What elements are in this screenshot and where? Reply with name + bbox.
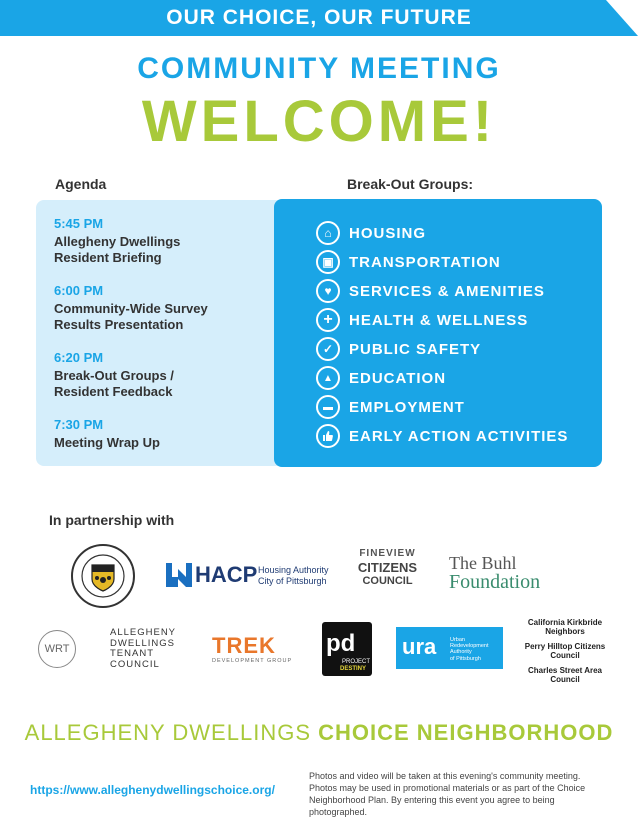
- wrt-logo: [38, 630, 76, 668]
- agenda-desc: Community-Wide Survey: [54, 301, 208, 316]
- ura-text: [450, 637, 489, 662]
- group-label: HOUSING: [349, 224, 427, 242]
- breakout-group-employment: [316, 395, 465, 419]
- group-label: EDUCATION: [349, 369, 447, 387]
- ura-line1: Urban: [450, 637, 465, 643]
- breakout-heading: Break-Out Groups:: [347, 176, 474, 192]
- agenda-desc: Results Presentation: [54, 317, 184, 332]
- adtc-logo: [110, 628, 190, 673]
- hands-heart-icon: ♥: [316, 279, 340, 303]
- neighbor-line: Neighbors: [545, 627, 585, 636]
- agenda-desc: Resident Briefing: [54, 250, 162, 265]
- neighbor-line: California Kirkbride: [527, 618, 603, 627]
- breakout-group-housing: [316, 221, 426, 245]
- breakout-group-safety: [316, 337, 481, 361]
- adtc-line2: DWELLINGS: [110, 637, 175, 649]
- hacp-line2: City of Pittsburgh: [258, 576, 327, 586]
- thumbs-up-icon: [316, 424, 340, 448]
- wrt-mark: WRT: [44, 643, 70, 655]
- neighbor-group: [515, 642, 615, 660]
- agenda-panel: [36, 200, 296, 466]
- partners-heading: In partnership with: [49, 512, 175, 528]
- fineview-line1: FINEVIEW: [359, 548, 416, 559]
- banner-text: OUR CHOICE, OUR FUTURE: [166, 6, 472, 29]
- breakout-group-health: [316, 308, 528, 332]
- agenda-desc: Break-Out Groups /: [54, 368, 174, 383]
- footer-title-bold: CHOICE NEIGHBORHOOD: [318, 720, 614, 745]
- neighbor-line: Council: [550, 651, 580, 660]
- agenda-item: [54, 350, 284, 400]
- page-subtitle: COMMUNITY MEETING: [137, 52, 501, 85]
- briefcase-icon: ▬: [316, 395, 340, 419]
- trek-line2: DEVELOPMENT GROUP: [212, 658, 293, 664]
- buhl-foundation-logo: [449, 553, 579, 593]
- agenda-item: [54, 417, 284, 451]
- buhl-line2: Foundation: [449, 571, 541, 593]
- hacp-logo: [166, 560, 336, 590]
- trek-mark: TREK: [212, 633, 276, 658]
- project-destiny-logo: [322, 622, 372, 676]
- neighbor-groups: [515, 618, 615, 684]
- photo-disclaimer: Photos and video will be taken at this evening's community meeting. Photos may be used in promotional materials or as part of the Choice Neighborhood Plan. By entering this event you agree to being photographed.: [309, 771, 586, 817]
- adtc-line4: COUNCIL: [110, 658, 160, 670]
- group-label: TRANSPORTATION: [349, 253, 501, 271]
- bus-icon: ▣: [316, 250, 340, 274]
- breakout-group-education: [316, 366, 446, 390]
- agenda-desc: Resident Feedback: [54, 384, 173, 399]
- footer-title-light: ALLEGHENY DWELLINGS: [24, 720, 319, 745]
- footer-title: [0, 720, 638, 746]
- agenda-time: 5:45 PM: [54, 216, 104, 231]
- agenda-item: [54, 283, 284, 333]
- trek-logo: [212, 633, 297, 668]
- ura-logo: [396, 627, 503, 669]
- ura-line4: of Pittsburgh: [450, 655, 481, 662]
- agenda-time: 6:20 PM: [54, 350, 104, 365]
- agenda-item: [54, 216, 284, 266]
- pd-mark: pd: [326, 630, 356, 657]
- agenda-time: 7:30 PM: [54, 417, 104, 432]
- fineview-line2: CITIZENS: [357, 560, 418, 575]
- neighbor-line: Charles Street Area: [528, 666, 602, 675]
- agenda-time: 6:00 PM: [54, 283, 104, 298]
- fineview-line3: COUNCIL: [362, 575, 413, 587]
- plus-icon: +: [316, 308, 340, 332]
- neighbor-group: [515, 618, 615, 636]
- ura-line3: Authority: [450, 649, 472, 656]
- breakout-group-services: [316, 279, 545, 303]
- agenda-desc: Meeting Wrap Up: [54, 435, 160, 450]
- top-banner: [0, 0, 638, 36]
- breakout-panel: [274, 199, 602, 467]
- ura-line2: Redevelopment: [450, 643, 489, 650]
- pd-line2: DESTINY: [340, 666, 367, 672]
- hacp-mark: HACP: [195, 562, 258, 587]
- group-label: EMPLOYMENT: [349, 398, 465, 416]
- adtc-line1: ALLEGHENY: [110, 627, 177, 638]
- page-title: WELCOME!: [141, 89, 497, 154]
- neighbor-line: Council: [550, 675, 580, 684]
- breakout-group-transportation: [316, 250, 501, 274]
- buhl-line1: The Buhl: [449, 553, 517, 573]
- breakout-group-early-action: [316, 424, 568, 448]
- agenda-desc: Allegheny Dwellings: [54, 234, 181, 249]
- neighbor-line: Perry Hilltop Citizens: [524, 642, 606, 651]
- adtc-line3: TENANT: [110, 648, 154, 659]
- group-label: EARLY ACTION ACTIVITIES: [349, 427, 569, 445]
- agenda-heading: Agenda: [55, 176, 107, 192]
- shield-check-icon: ✓: [316, 337, 340, 361]
- graduation-cap-icon: ▲: [316, 366, 340, 390]
- pd-line1: PROJECT: [342, 659, 371, 665]
- group-label: SERVICES & AMENITIES: [349, 282, 545, 300]
- house-icon: ⌂: [316, 221, 340, 245]
- website-link[interactable]: https://www.alleghenydwellingschoice.org/: [30, 783, 275, 797]
- neighbor-group: [515, 666, 615, 684]
- group-label: PUBLIC SAFETY: [349, 340, 482, 358]
- ura-mark: ura: [402, 634, 437, 659]
- hacp-line1: Housing Authority: [258, 565, 329, 575]
- city-seal-logo: [70, 543, 136, 609]
- fineview-logo: [355, 548, 420, 598]
- group-label: HEALTH & WELLNESS: [349, 311, 529, 329]
